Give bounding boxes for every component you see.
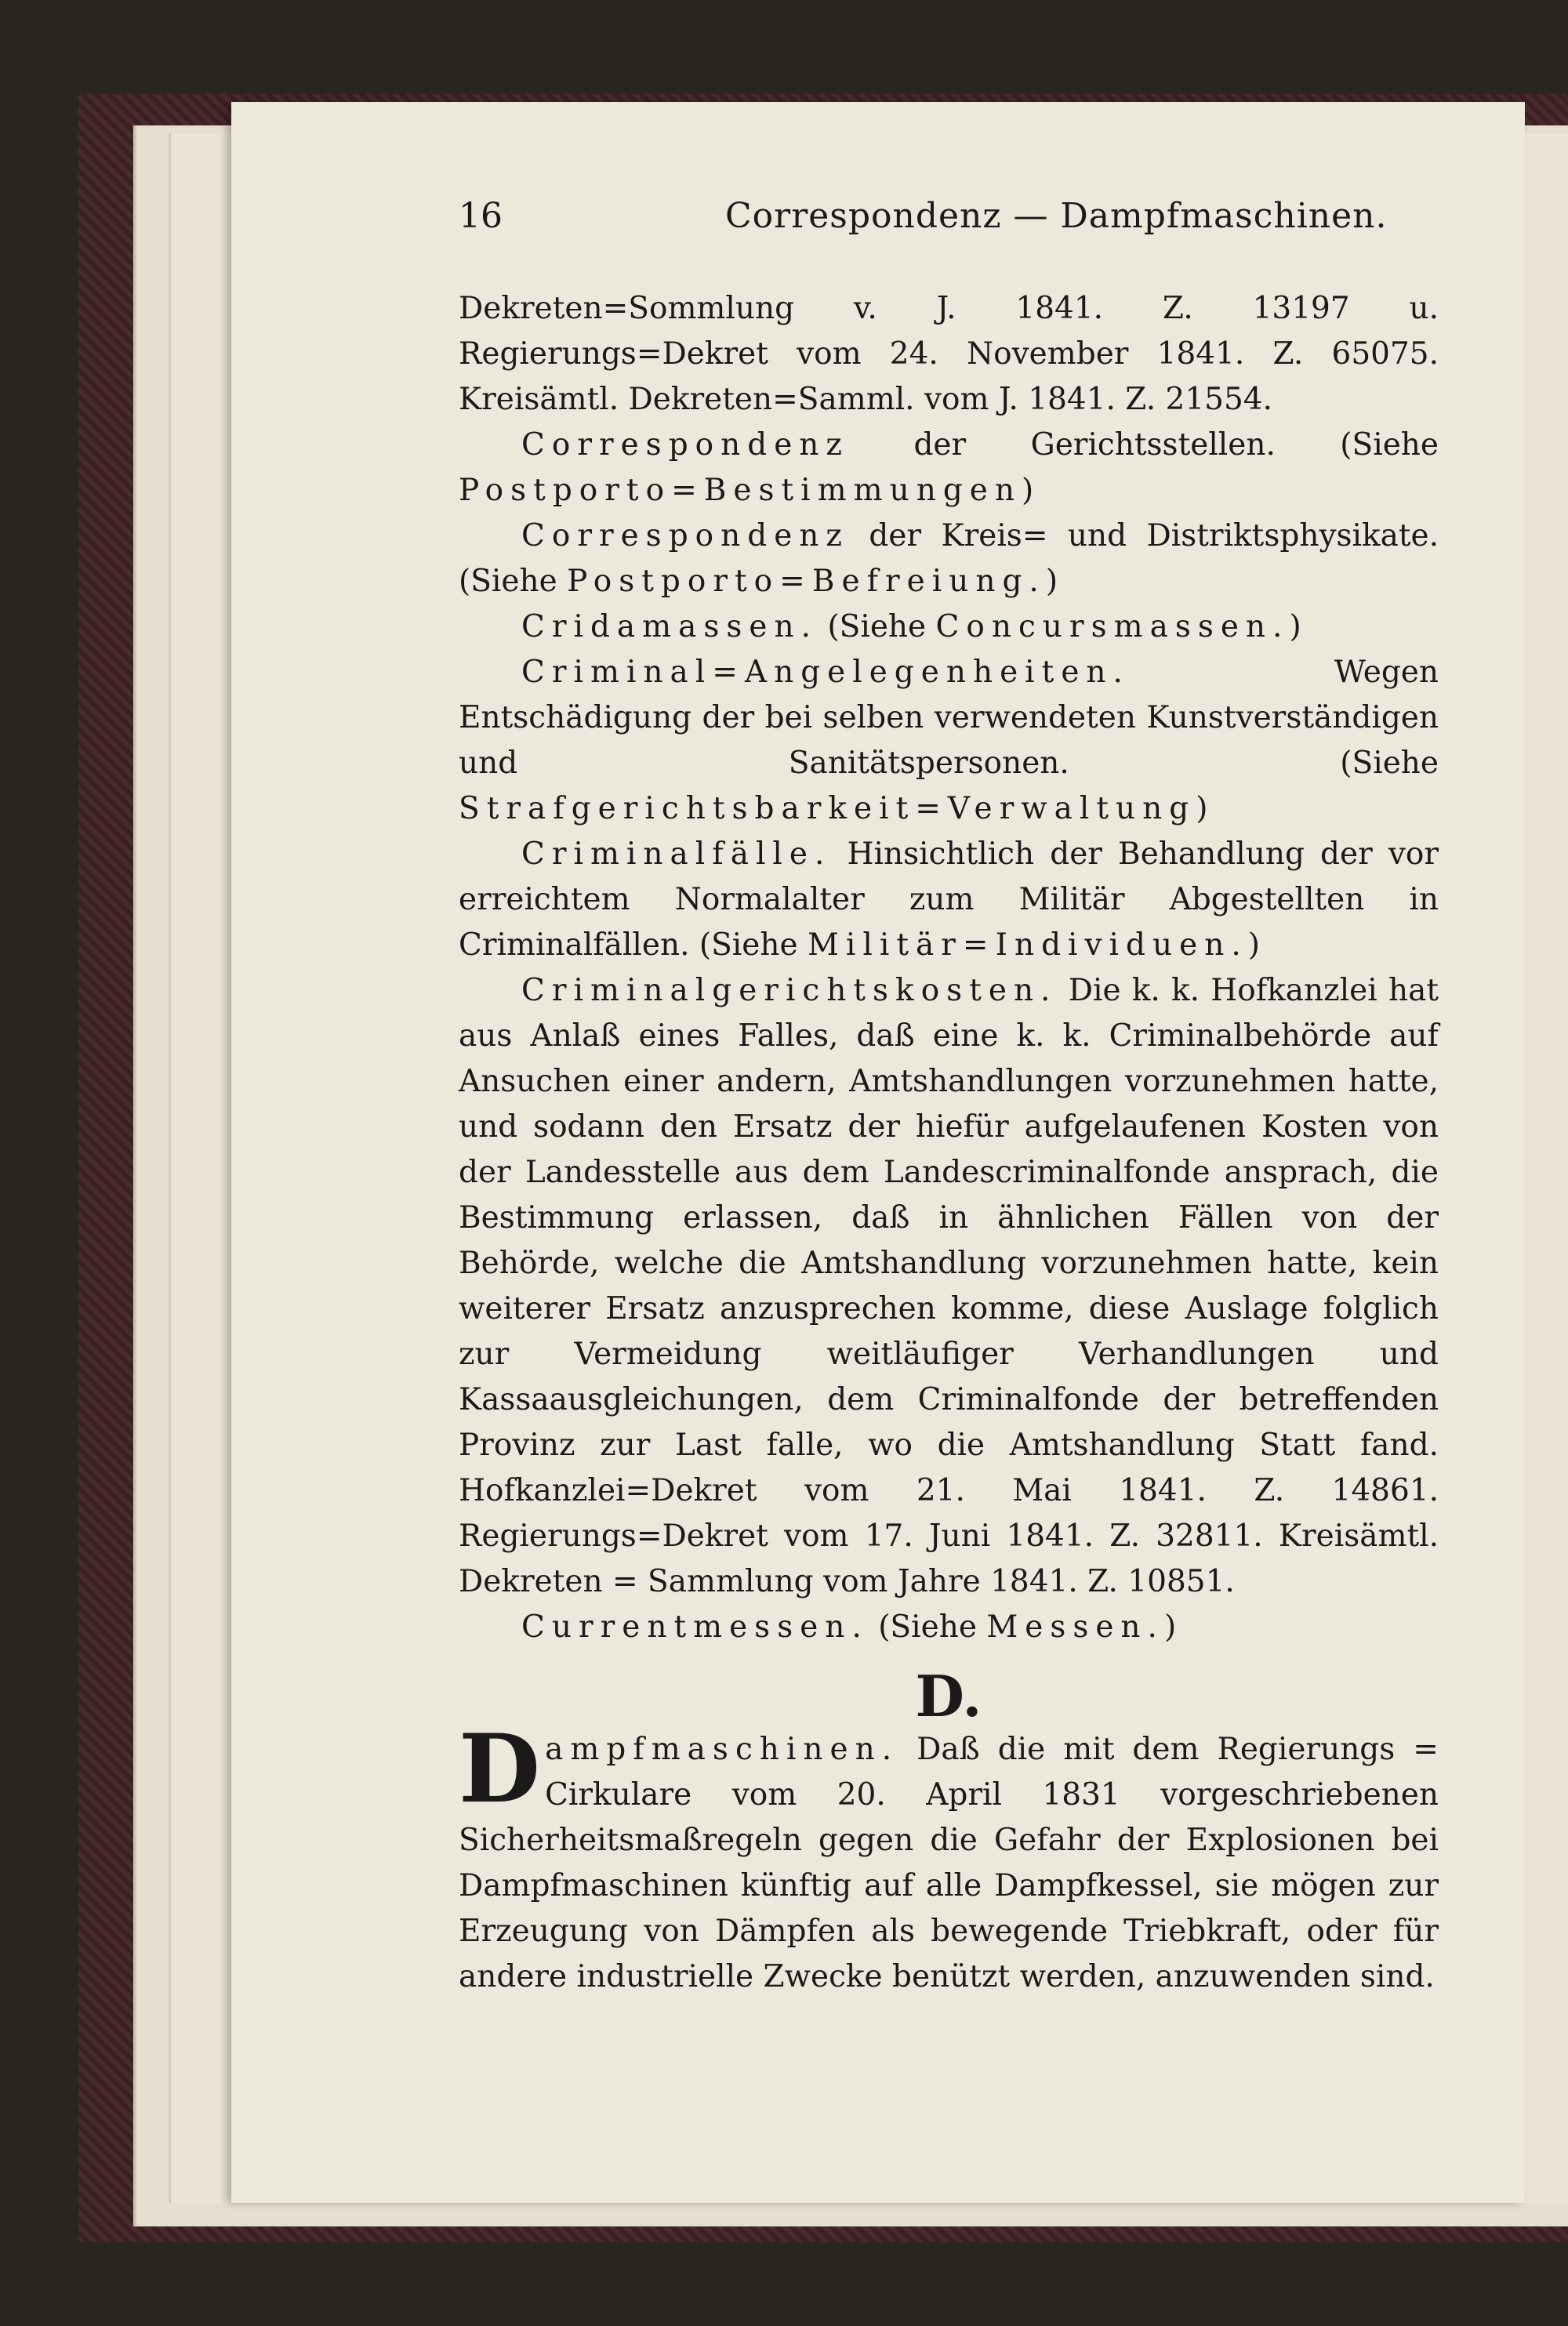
entry-currentmessen [459,1605,1439,1650]
drop-cap: D [459,1714,541,1824]
entry-heading: Criminalgerichtskosten. [521,973,1058,1008]
entry-heading: Correspondenz [521,427,849,463]
entry-criminalfaelle [459,832,1439,968]
entry-text: Dekreten=Sommlung v. J. 1841. Z. 13197 u. Regierungs=Dekret vom 24. November 1841. Z. 65075. Kreisämtl. Dekreten=Samml. vom J. 1841. Z. 21554. [459,291,1439,417]
entry-reference: Concursmassen. [935,609,1290,644]
entry-reference: Militär=Individuen. [807,927,1248,963]
entry-close: ) [1022,473,1034,508]
entry-reference: Postporto=Befreiung. [567,564,1046,599]
section-letter: D. [915,1663,982,1729]
entry-close: ) [1045,564,1058,599]
entry-text: der Gerichtsstellen. (Siehe [913,427,1439,463]
entry-close: ) [1196,791,1208,826]
entry-text: (Siehe [878,1609,977,1645]
entry-text: Wegen Entschädigung der bei selben verwendeten Kunstverständigen und Sanitätspersonen. (Siehe [459,655,1439,781]
entry-close: ) [1247,927,1260,963]
entry-heading: Criminal=Angelegenheiten. [521,655,1130,690]
page-number: 16 [459,196,503,236]
entry-text: der Kreis= und Distriktsphysikate. (Siehe [459,518,1439,599]
entry-close: ) [1163,1609,1177,1645]
entry-text: (Siehe [827,609,927,644]
page-title: Correspondenz — Dampfmaschinen. [725,196,1388,236]
entry-reference: Messen. [986,1609,1164,1645]
running-head [459,196,1568,267]
entry-heading: Currentmessen. [521,1609,869,1645]
entry-heading: Criminalfälle. [521,836,832,872]
entry-criminalgerichtskosten [459,968,1439,1605]
entry-continuation [459,286,1439,423]
body-text [459,286,1439,2000]
entry-text: Daß die mit dem Regierungs = Cirkulare vom 20. April 1831 vorgeschriebenen Sicherheitsmaßregeln gegen die Gefahr der Explosionen bei Dampfmaschinen künftig auf alle Dampfkessel, sie mögen zur Erzeugung von Dämpfen als bewegende Triebkraft, oder für andere industrielle Zwecke benützt werden, anzuwenden sind. [459,1732,1439,1994]
entry-heading: Correspondenz [521,518,849,553]
entry-text: Hinsichtlich der Behandlung der vor erreichtem Normalalter zum Militär Abgestellten in Criminalfällen. (Siehe [459,836,1439,963]
entry-cridamassen [459,604,1439,650]
book-page [231,102,1525,2203]
entry-correspondenz-kreis [459,513,1439,604]
entry-correspondenz-gerichtsstellen [459,423,1439,513]
entry-heading: ampfmaschinen. [545,1732,899,1767]
entry-heading: Cridamassen. [521,609,818,644]
page-content [459,102,1568,2000]
entry-criminal-angelegenheiten [459,650,1439,832]
entry-dampfmaschinen [459,1714,1439,2000]
entry-reference: Postporto=Bestimmungen [459,473,1022,508]
entry-reference: Strafgerichtsbarkeit=Verwaltung [459,791,1196,826]
entry-close: ) [1289,609,1301,644]
entry-text: Die k. k. Hofkanzlei hat aus Anlaß eines Falles, daß eine k. k. Criminalbehörde auf Ansuchen einer andern, Amtshandlungen vorzunehmen hatte, und sodann den Ersatz der hiefür aufgelaufenen Kosten von der Landesstelle aus dem Landescriminalfonde ansprach, die Bestimmung erlassen, daß in ähnlichen Fällen von der Behörde, welche die Amtshandlung vorzunehmen hatte, kein weiterer Ersatz anzusprechen komme, diese Auslage folglich zur Vermeidung weitläufiger Verhandlungen und Kassaausgleichungen, dem Criminalfonde der betreffenden Provinz zur Last falle, wo die Amtshandlung Statt fand. Hofkanzlei=Dekret vom 21. Mai 1841. Z. 14861. Regierungs=Dekret vom 17. Juni 1841. Z. 32811. Kreisämtl. Dekreten = Sammlung vom Jahre 1841. Z. 10851. [459,973,1439,1599]
